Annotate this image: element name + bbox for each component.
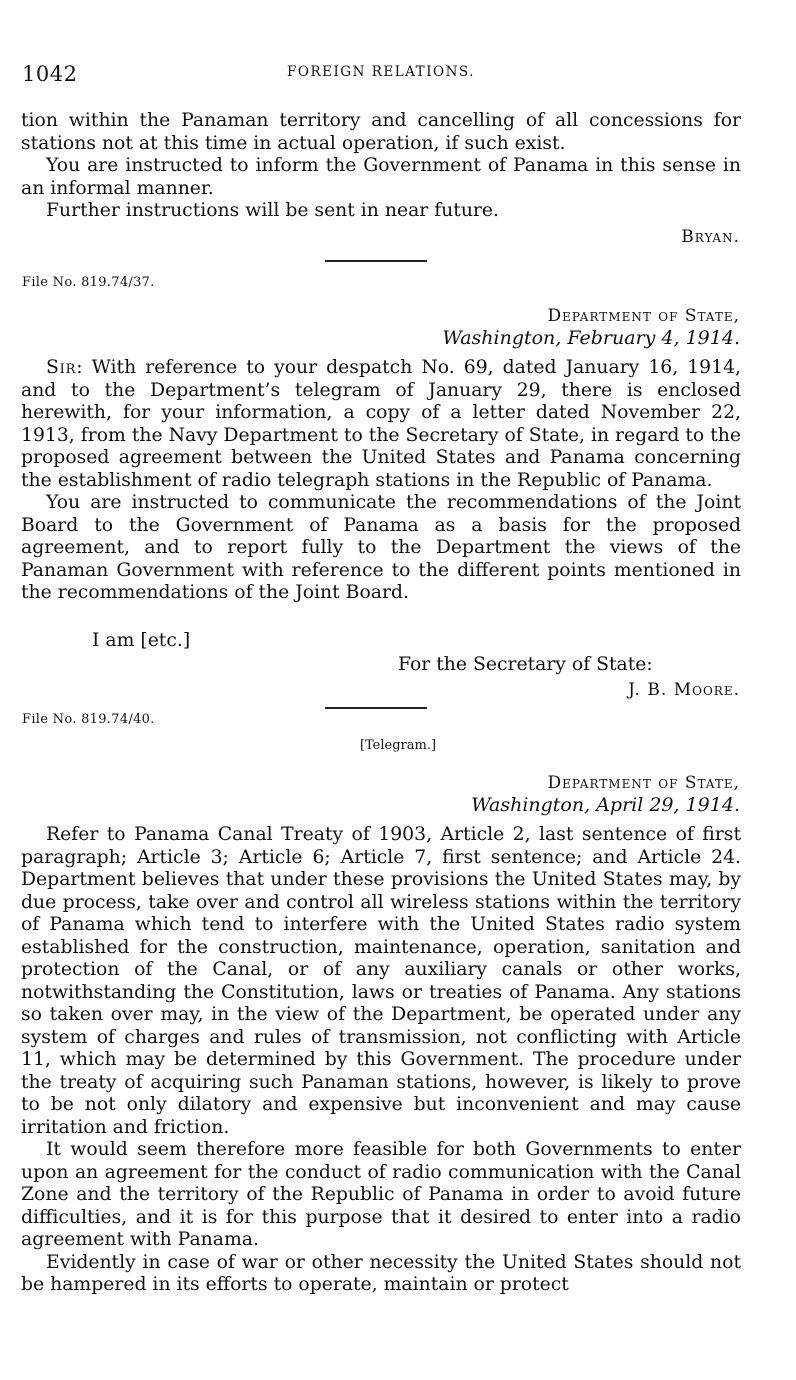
doc3-place-date: Washington, April 29, 1914. <box>471 794 740 816</box>
doc3-paragraph: It would seem therefore more feasible for both Governments to enter upon an agreement for the conduct of radio communication with the Canal Zone and the territory of the Republic of Panama in order to avoid future difficulties, and it is for this purpose that it desired to enter into a radio agreement with Panama. <box>21 1139 741 1250</box>
running-title: FOREIGN RELATIONS. <box>287 64 475 80</box>
doc2-paragraph <box>21 357 741 492</box>
doc2-place-date: Washington, February 4, 1914. <box>442 327 740 349</box>
doc3-paragraph: Refer to Panama Canal Treaty of 1903, Article 2, last sentence of first paragraph; Article 3; Article 6; Article 7, first sentence; and Article 24. Department believes that under these provisions the United States may, by due process, take over and control all wireless stations within the territory of Panama which tend to interfere with the United States radio system established for the construction, maintenance, operation, sanitation and protection of the Canal, or of any auxiliary canals or other works, notwithstanding the Constitution, laws or treaties of Panama. Any stations so taken over may, in the view of the Department, be operated under any system of charges and rules of transmission, not conflicting with Article 11, which may be determined by this Government. The procedure under the treaty of acquiring such Panaman stations, however, is likely to prove to be not only dilatory and expensive but inconvenient and may cause irritation and friction. <box>21 824 741 1138</box>
doc1-paragraph: You are instructed to inform the Government of Panama in this sense in an informal manner. <box>21 155 741 199</box>
doc1-paragraph: tion within the Panaman territory and cancelling of all concessions for stations not at this time in actual operation, if such exist. <box>21 110 741 154</box>
page-header <box>22 58 740 90</box>
doc2-paragraph-text: : With reference to your despatch No. 69, dated January 16, 1914, and to the Department’s telegram of January 29, there is enclosed herewith, for your information, a copy of a letter dated November 22, 1913, from the Navy Department to the Secretary of State, in regard to the proposed agreement between the United States and Panama concerning the establishment of radio telegraph stations in the Republic of Panama. <box>21 357 741 491</box>
doc2-department-name: Department of State, <box>547 306 740 326</box>
doc1-paragraph: Further instructions will be sent in near future. <box>46 200 499 221</box>
doc2-paragraph: You are instructed to communicate the recommendations of the Joint Board to the Government of Panama as a basis for the proposed agreement, and to report fully to the Department the views of the Panaman Government with reference to the different points mentioned in the recommendations of the Joint Board. <box>21 492 741 603</box>
doc2-closing: I am [etc.] <box>92 630 191 651</box>
doc1-body <box>21 110 741 223</box>
doc2-dateline <box>360 305 740 349</box>
doc3-paragraph: Evidently in case of war or other necessity the United States should not be hampered in its efforts to operate, maintain or protect <box>21 1251 741 1295</box>
doc3-department-name: Department of State, <box>547 773 740 793</box>
page-number: 1042 <box>22 62 78 86</box>
doc2-signature: J. B. Moore. <box>628 680 740 700</box>
section-divider <box>325 260 427 262</box>
doc2-for-line: For the Secretary of State: <box>398 654 653 675</box>
doc2-salutation: Sir <box>46 357 77 378</box>
doc3-body <box>21 824 741 1297</box>
section-divider <box>325 707 427 709</box>
doc1-signature: Bryan. <box>681 227 740 247</box>
doc3-telegram-note: [Telegram.] <box>359 738 437 753</box>
doc2-body <box>21 357 741 605</box>
doc3-file-number: File No. 819.74/40. <box>22 712 155 727</box>
doc3-dateline <box>360 772 740 816</box>
doc2-file-number: File No. 819.74/37. <box>22 275 155 290</box>
